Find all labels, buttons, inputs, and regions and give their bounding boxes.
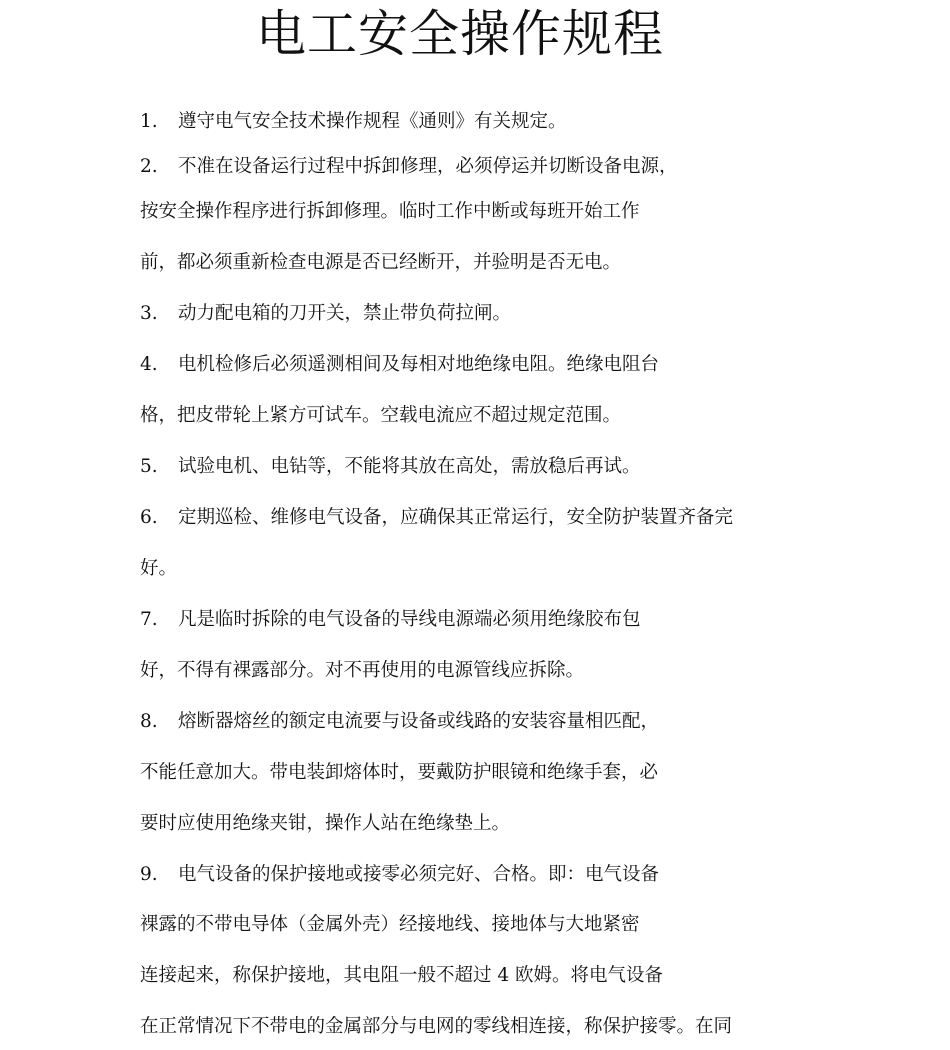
line-text: 动力配电箱的刀开关，禁止带负荷拉闸。 [178, 303, 512, 324]
document-line [140, 250, 621, 276]
line-text: 遵守电气安全技术操作规程《通则》有关规定。 [178, 111, 567, 132]
line-text: 试验电机、电钻等，不能将其放在高处，需放稳后再试。 [178, 456, 641, 477]
line-text: 前，都必须重新检查电源是否已经断开，并验明是否无电。 [140, 252, 622, 273]
item-number: 2. [140, 156, 158, 177]
document-line [140, 199, 640, 225]
document-line [140, 760, 658, 786]
document-line [140, 505, 733, 531]
document-line [140, 109, 567, 135]
line-text: 在正常情况下不带电的金属部分与电网的零线相连接，称保护接零。在同 [140, 1016, 733, 1037]
document-title: 电工安全操作规程 [256, 5, 664, 63]
document-line [140, 1014, 732, 1040]
item-number: 3. [140, 303, 158, 324]
line-text: 定期巡检、维修电气设备，应确保其正常运行，安全防护装置齐备完 [178, 507, 734, 528]
document-line [140, 154, 678, 180]
line-text: 不能任意加大。带电装卸熔体时，要戴防护眼镜和绝缘手套，必 [140, 762, 659, 783]
document-line [140, 811, 510, 837]
line-text: 格，把皮带轮上紧方可试车。空载电流应不超过规定范围。 [140, 405, 622, 426]
document-line [140, 403, 621, 429]
line-text: 凡是临时拆除的电气设备的导线电源端必须用绝缘胶布包 [178, 609, 641, 630]
line-text: 电机检修后必须遥测相间及每相对地绝缘电阻。绝缘电阻台 [178, 354, 660, 375]
item-number: 9. [140, 864, 158, 885]
item-number: 1. [140, 111, 158, 132]
document-line [140, 862, 659, 888]
document-line [140, 963, 663, 989]
line-text: 熔断器熔丝的额定电流要与设备或线路的安装容量相匹配， [178, 711, 660, 732]
line-text: 不准在设备运行过程中拆卸修理，必须停运并切断设备电源， [178, 156, 678, 177]
item-number: 4. [140, 354, 158, 375]
line-text: 好，不得有裸露部分。对不再使用的电源管线应拆除。 [140, 660, 585, 681]
document-line [140, 556, 177, 582]
document-line [140, 912, 640, 938]
item-number: 6. [140, 507, 158, 528]
document-line [140, 352, 659, 378]
document-line [140, 709, 659, 735]
document-line [140, 301, 511, 327]
line-text: 好。 [140, 558, 178, 579]
line-text: 电气设备的保护接地或接零必须完好、合格。即：电气设备 [178, 864, 660, 885]
document-line [140, 454, 641, 480]
line-text: 要时应使用绝缘夹钳，操作人站在绝缘垫上。 [140, 813, 511, 834]
item-number: 5. [140, 456, 158, 477]
line-text: 连接起来，称保护接地，其电阻一般不超过 4 欧姆。将电气设备 [140, 965, 664, 986]
item-number: 7. [140, 609, 158, 630]
document-line [140, 607, 641, 633]
line-text: 裸露的不带电导体（金属外壳）经接地线、接地体与大地紧密 [140, 914, 640, 935]
item-number: 8. [140, 711, 158, 732]
line-text: 按安全操作程序进行拆卸修理。临时工作中断或每班开始工作 [140, 201, 640, 222]
document-line [140, 658, 584, 684]
